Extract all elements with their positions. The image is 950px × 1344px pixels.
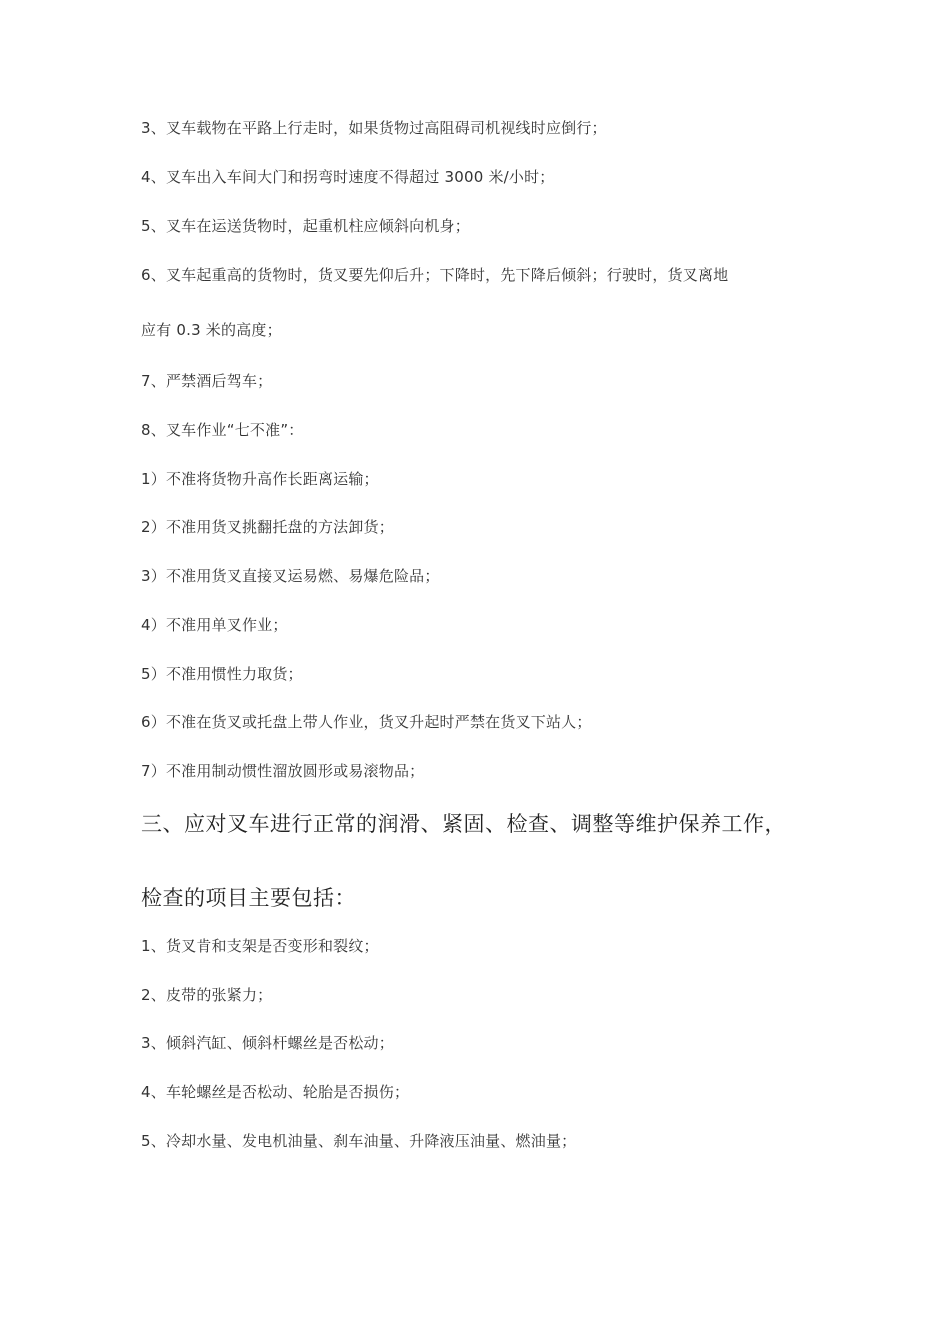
rule-line-7: 7、严禁酒后驾车； <box>141 372 273 390</box>
sub-rule-4: 4）不准用单叉作业； <box>141 616 288 634</box>
sub-rule-5: 5）不准用惯性力取货； <box>141 665 303 683</box>
sub-rule-3: 3）不准用货叉直接叉运易燃、易爆危险品； <box>141 567 440 585</box>
sub-rule-1: 1）不准将货物升高作长距离运输； <box>141 470 379 488</box>
check-item-2: 2、皮带的张紧力； <box>141 986 273 1004</box>
section-heading-line-1: 三、应对叉车进行正常的润滑、紧固、检查、调整等维护保养工作， <box>141 812 786 836</box>
rule-line-4: 4、叉车出入车间大门和拐弯时速度不得超过 3000 米/小时； <box>141 168 555 186</box>
rule-line-3: 3、叉车载物在平路上行走时，如果货物过高阻碍司机视线时应倒行； <box>141 119 607 137</box>
section-heading-line-2: 检查的项目主要包括： <box>141 886 356 910</box>
sub-rule-6: 6）不准在货叉或托盘上带人作业，货叉升起时严禁在货叉下站人； <box>141 713 592 731</box>
rule-line-6: 6、叉车起重高的货物时，货叉要先仰后升；下降时，先下降后倾斜；行驶时，货叉离地 <box>141 266 729 284</box>
check-item-3: 3、倾斜汽缸、倾斜杆螺丝是否松动； <box>141 1034 394 1052</box>
check-item-5: 5、冷却水量、发电机油量、刹车油量、升降液压油量、燃油量； <box>141 1132 577 1150</box>
rule-line-8: 8、叉车作业“七不准”： <box>141 421 304 439</box>
check-item-4: 4、车轮螺丝是否松动、轮胎是否损伤； <box>141 1083 410 1101</box>
sub-rule-7: 7）不准用制动惯性溜放圆形或易滚物品； <box>141 762 425 780</box>
sub-rule-2: 2）不准用货叉挑翻托盘的方法卸货； <box>141 518 394 536</box>
check-item-1: 1、货叉肯和支架是否变形和裂纹； <box>141 937 379 955</box>
rule-line-6-continued: 应有 0.3 米的高度； <box>141 321 282 339</box>
rule-line-5: 5、叉车在运送货物时，起重机柱应倾斜向机身； <box>141 217 470 235</box>
